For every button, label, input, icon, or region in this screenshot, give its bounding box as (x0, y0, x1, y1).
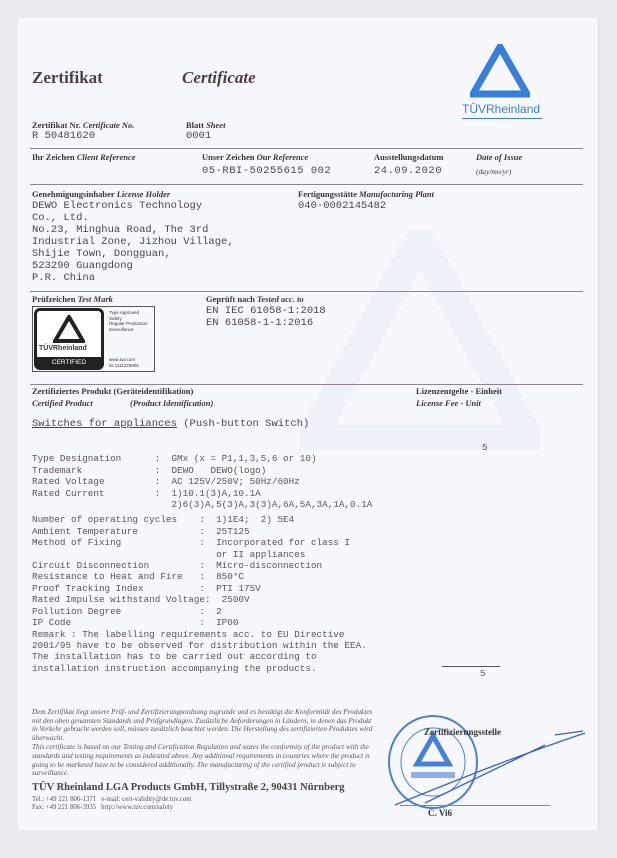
client-ref-label-en: Client Reference (76, 152, 136, 162)
divider (30, 148, 583, 149)
product-id-label: (Product Identification) (130, 398, 214, 408)
issue-date: 24.09.2020 (374, 165, 443, 177)
fee-value: 5 (482, 442, 488, 453)
sheet-label: Blatt (186, 120, 204, 130)
plant-label-en: Manufacturing Plant (359, 189, 435, 199)
footer-text-en: This certificate is based on our Testing and Certification Regulation and states the conformity of the product with the standards and testing requirements as indicated above. Any additional requirements in countries where the product is going to be marketed have to be considered additionally. The manufacturing of the certified product is subject to surveillance. (32, 743, 370, 778)
test-mark-logo-text: TÜVRheinland (39, 345, 87, 352)
holder-label: Genehmigungsinhaber (32, 189, 115, 199)
cert-no-label-en: Certificate No. (82, 120, 135, 130)
date-format: (day/mo/yr) (476, 167, 512, 176)
fee-total: 5 (480, 668, 486, 679)
plant-label: Fertigungsstätte (298, 189, 358, 199)
tuv-logo-icon (470, 44, 530, 99)
certified-badge: CERTIFIED (37, 357, 101, 368)
our-ref: 05-RBI-50255615 002 (202, 165, 332, 177)
tested-label: Geprüft nach (206, 294, 255, 304)
date-label-en: Date of Issue (476, 152, 523, 162)
tel-email: Tel.: +49 221 806-1371 e-mail: cert-validity@de.tuv.com (32, 795, 192, 803)
fax-web: Fax: +49 221 806-3935 http://www.tuv.com/safety (32, 804, 174, 812)
tested-label-en: Tested acc. to (257, 294, 304, 304)
tuv-triangle-icon (53, 315, 85, 343)
tested-standards: EN IEC 61058-1:2018 EN 61058-1-1:2016 (206, 305, 326, 329)
testmark-label-en: Test Mark (77, 294, 113, 304)
fee-label: Lizenzentgelte - Einheit (416, 386, 502, 396)
title-de: Zertifikat (32, 68, 103, 87)
title-en: Certificate (182, 68, 256, 87)
footer-text-de: Dem Zertifikat liegt unsere Prüf- und Zertifizierungsordnung zugrunde und es bestätigt die Konformität des Produktes mit den oben genannten Standards und Prüfgrundlagen. Zusätzliche Anforderungen in Ländern, in denen das Produkt in Verkehr gebracht werden soll, müssen zusätzlich beachtet werden. Die Herstellung des zertifizierten Produktes wird überwacht. (32, 708, 373, 742)
total-rule (442, 666, 500, 667)
product-title: Switches for appliances (32, 418, 177, 430)
date-label: Ausstellungsdatum (374, 152, 444, 162)
our-ref-label: Unser Zeichen (202, 152, 255, 162)
watermark-triangle-icon (300, 230, 540, 450)
test-mark-lines: Type Approved Safety Regular Production Surveillance (109, 310, 148, 332)
fee-label-en: License Fee - Unit (416, 398, 481, 408)
holder-label-en: License Holder (116, 189, 171, 199)
product-specs: Type Designation : GMx (x = P1,1,3,5,6 or 10) Trademark : DEWO DEWO(logo) Rated Voltage : AC 125V/250V; 50Hz/60Hz Rated Current : 1)10.1(3)A,10.1A 2)6(3)A,5(3)A,3(3)A,6A,5A,3A,1A,0.1A Number of operating cycles : 1)1E4; 2) 5E4 Ambient Temperature : 25T125 Method of Fixing : Incorporated for class I or II appliances Circuit Disconnection : Micro-disconnection Resistance to Heat and Fire : 850°C Proof Tracking Index : PTI 175V Rated Impulse withstand Voltage: 2500V Pollution Degree : 2 IP Code : IP00 Remark : The labelling requirements acc. to EU Directive 2001/95 have to be observed for distribution within the EEA. The installation has to be carried out according to installation instruction accompanying the products. (32, 453, 373, 674)
company-address: TÜV Rheinland LGA Products GmbH, Tillystraße 2, 90431 Nürnberg (32, 781, 345, 793)
test-mark-logo (32, 306, 155, 372)
signer-name: C. Vi6 (428, 808, 453, 818)
sheet-no: 0001 (186, 130, 212, 142)
footer (32, 708, 377, 813)
testmark-label: Prüfzeichen (32, 294, 76, 304)
holder-address: DEWO Electronics Technology Co., Ltd. No.23, Minghua Road, The 3rd Industrial Zone, Jizhou Village, Shijie Town, Dongguan, 523290 Guangdong P.R. China (32, 200, 234, 284)
sheet-label-en: Sheet (206, 120, 226, 130)
tuv-logo-text: TÜVRheinland (462, 102, 541, 116)
signature-line (400, 805, 550, 806)
test-mark-id: www.tuv.com ID 1111229806 (109, 357, 139, 368)
certification-body: Zertifizierungsstelle (424, 727, 501, 737)
client-ref-label: Ihr Zeichen (32, 152, 75, 162)
product-label-en: Certified Product (32, 398, 93, 408)
product-subtitle: (Push-button Switch) (176, 418, 310, 430)
divider (30, 384, 583, 385)
divider (30, 291, 583, 292)
product-label: Zertifiziertes Produkt (Geräteidentifikation) (32, 386, 194, 396)
logo-underline (462, 118, 542, 119)
divider (30, 184, 583, 185)
cert-no: R 50481620 (32, 130, 96, 142)
our-ref-label-en: Our Reference (256, 152, 309, 162)
signature-icon (385, 725, 595, 815)
plant-id: 040-0002145482 (298, 200, 387, 212)
cert-no-label: Zertifikat Nr. (32, 120, 81, 130)
